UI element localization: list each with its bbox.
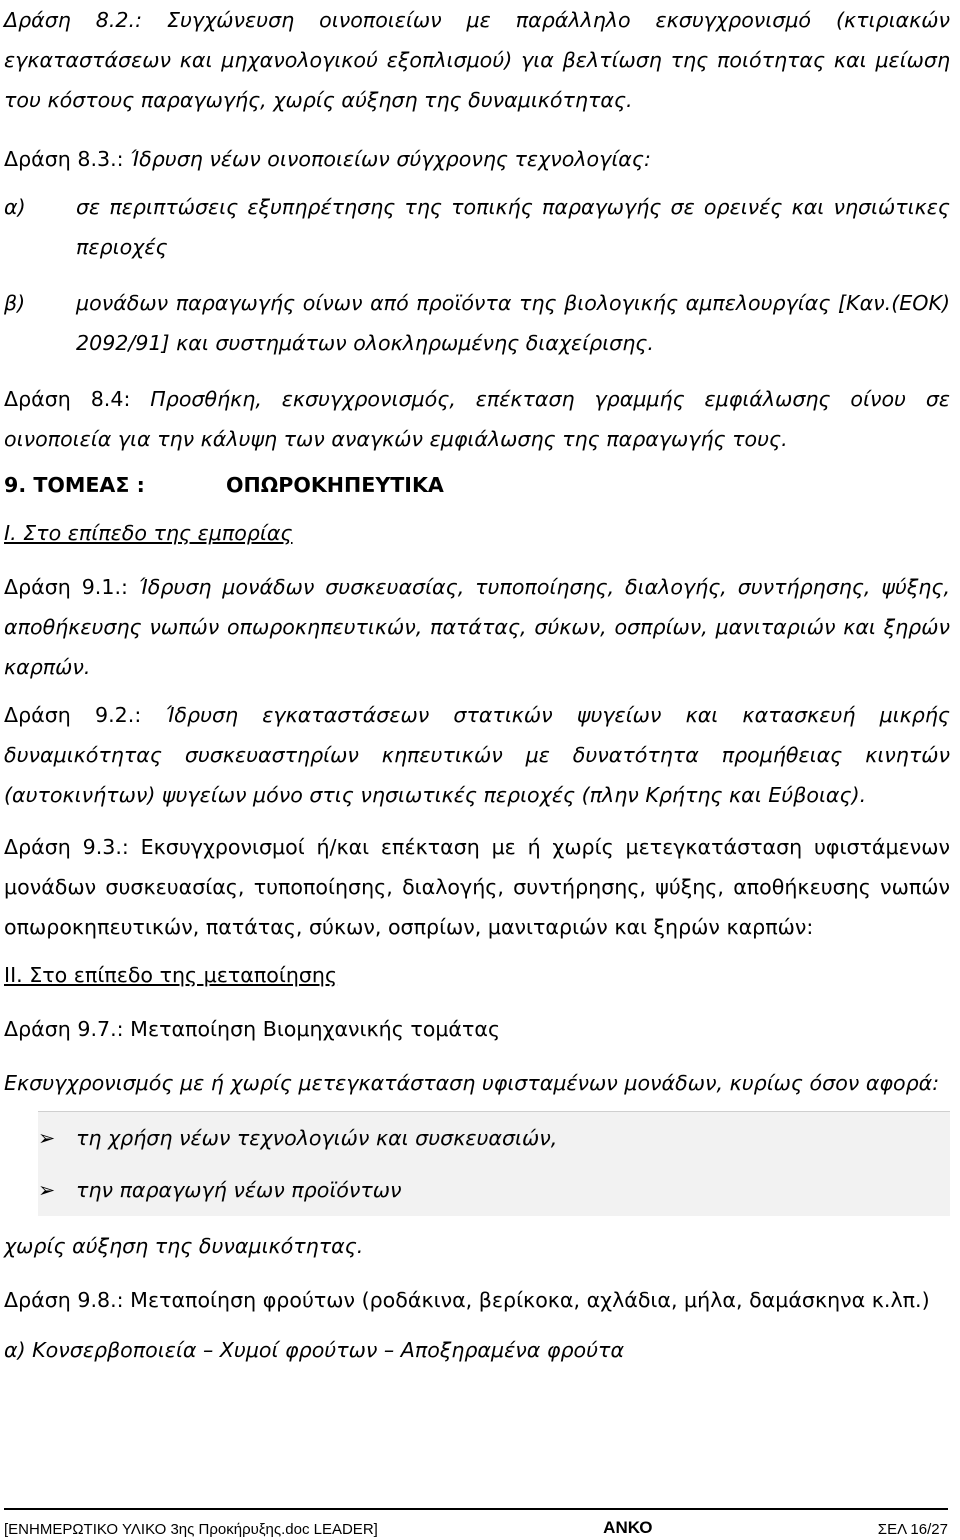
paragraph-action-9-2 xyxy=(4,695,950,815)
subheading-commerce: Ι. Στο επίπεδο της εμπορίας xyxy=(4,521,293,545)
bullet-item xyxy=(38,1164,950,1216)
action-8-2-text: Συγχώνευση οινοποιείων με παράλληλο εκσυγχρονισμό (κτιριακών εγκαταστάσεων και μηχανολογικού εξοπλισμού) για βελτίωση της ποιότητας και μείωση του κόστους παραγωγής, χωρίς αύξηση της δυναμικότητας. xyxy=(4,8,950,112)
action-9-3-label: Δράση 9.3.: xyxy=(4,835,129,859)
list-item-a-text: σε περιπτώσεις εξυπηρέτησης της τοπικής παραγωγής σε ορεινές και νησιώτικες περιοχές xyxy=(76,195,950,259)
action-8-3-text: Ίδρυση νέων οινοποιείων σύγχρονης τεχνολογίας: xyxy=(123,147,651,171)
action-9-8-label: Δράση 9.8.: xyxy=(4,1288,124,1312)
document-page xyxy=(4,0,950,1370)
paragraph-action-9-7-outro: χωρίς αύξηση της δυναμικότητας. xyxy=(4,1234,364,1258)
paragraph-action-9-7-intro: Εκσυγχρονισμός με ή χωρίς μετεγκατάσταση υφισταμένων μονάδων, κυρίως όσον αφορά: xyxy=(4,1071,940,1095)
bullet-item xyxy=(38,1112,950,1164)
action-9-7-text: Μεταποίηση Βιομηχανικής τομάτας xyxy=(123,1017,501,1041)
action-9-3-text: Εκσυγχρονισμοί ή/και επέκταση με ή χωρίς μετεγκατάσταση υφιστάμενων μονάδων συσκευασίας, τυποποίησης, διαλογής, συντήρησης, ψύξης, αποθήκευσης νωπών οπωροκηπευτικών, πατάτας, σύκων, οσπρίων, μανιταριών και ξηρών καρπών: xyxy=(4,835,950,939)
list-item-a xyxy=(4,187,950,267)
action-9-2-text: Ίδρυση εγκαταστάσεων στατικών ψυγείων και κατασκευή μικρής δυναμικότητας συσκευαστηρίων κηπευτικών με δυνατότητα προμήθειας κινητών (αυτοκινήτων) ψυγείων μόνο στις νησιωτικές περιοχές (πλην Κρήτης και Εύβοιας). xyxy=(4,703,950,807)
action-9-1-label: Δράση 9.1.: xyxy=(4,575,128,599)
list-item-b xyxy=(4,283,950,363)
paragraph-action-8-4 xyxy=(4,379,950,459)
sector-name: ΟΠΩΡΟΚΗΠΕΥΤΙΚΑ xyxy=(226,473,444,497)
list-item-b-label: β) xyxy=(4,291,26,315)
sector-heading xyxy=(4,459,950,511)
list-item-a-label: α) xyxy=(4,195,26,219)
action-9-8-text: Μεταποίηση φρούτων (ροδάκινα, βερίκοκα, αχλάδια, μήλα, δαμάσκηνα κ.λπ.) xyxy=(123,1288,930,1312)
action-8-2-label: Δράση 8.2.: xyxy=(4,8,143,32)
bullet-text: τη χρήση νέων τεχνολογιών και συσκευασιών, xyxy=(76,1126,558,1150)
paragraph-action-9-7 xyxy=(4,1009,950,1049)
action-9-7-label: Δράση 9.7.: xyxy=(4,1017,124,1041)
page-footer xyxy=(4,1508,948,1538)
paragraph-action-9-3 xyxy=(4,827,950,947)
subheading-processing: ΙΙ. Στο επίπεδο της μεταποίησης xyxy=(4,963,338,987)
action-8-4-text: Προσθήκη, εκσυγχρονισμός, επέκταση γραμμής εμφιάλωσης οίνου σε οινοποιεία για την κάλυψη των αναγκών εμφιάλωσης της παραγωγής τους. xyxy=(4,387,951,451)
paragraph-action-8-3 xyxy=(4,139,950,179)
paragraph-action-9-1 xyxy=(4,567,950,687)
action-8-4-label: Δράση 8.4: xyxy=(4,387,131,411)
arrow-bullet-icon: ➢ xyxy=(38,1178,56,1202)
footer-page-number: ΣΕΛ 16/27 xyxy=(877,1521,948,1538)
bullet-list xyxy=(38,1111,950,1216)
action-9-2-label: Δράση 9.2.: xyxy=(4,703,142,727)
paragraph-action-9-8 xyxy=(4,1280,950,1320)
paragraph-action-9-8-a: α) Κονσερβοποιεία – Χυμοί φρούτων – Αποξηραμένα φρούτα xyxy=(4,1338,625,1362)
bullet-text: την παραγωγή νέων προϊόντων xyxy=(76,1178,402,1202)
arrow-bullet-icon: ➢ xyxy=(38,1126,56,1150)
list-item-b-text: μονάδων παραγωγής οίνων από προϊόντα της βιολογικής αμπελουργίας [Καν.(ΕΟΚ) 2092/91] και συστημάτων ολοκληρωμένης διαχείρισης. xyxy=(76,291,950,355)
sector-number: 9. ΤΟΜΕΑΣ : xyxy=(4,473,145,497)
footer-document-name: [ΕΝΗΜΕΡΩΤΙΚΟ ΥΛΙΚΟ 3ης Προκήρυξης.doc LEADER] xyxy=(4,1521,378,1538)
action-9-1-text: Ίδρυση μονάδων συσκευασίας, τυποποίησης, διαλογής, συντήρησης, ψύξης, αποθήκευσης νωπών οπωροκηπευτικών, πατάτας, σύκων, οσπρίων, μανιταριών και ξηρών καρπών. xyxy=(4,575,950,679)
action-8-3-label: Δράση 8.3.: xyxy=(4,147,124,171)
footer-organization: ΑΝΚΟ xyxy=(603,1518,653,1537)
paragraph-action-8-2 xyxy=(4,0,950,120)
